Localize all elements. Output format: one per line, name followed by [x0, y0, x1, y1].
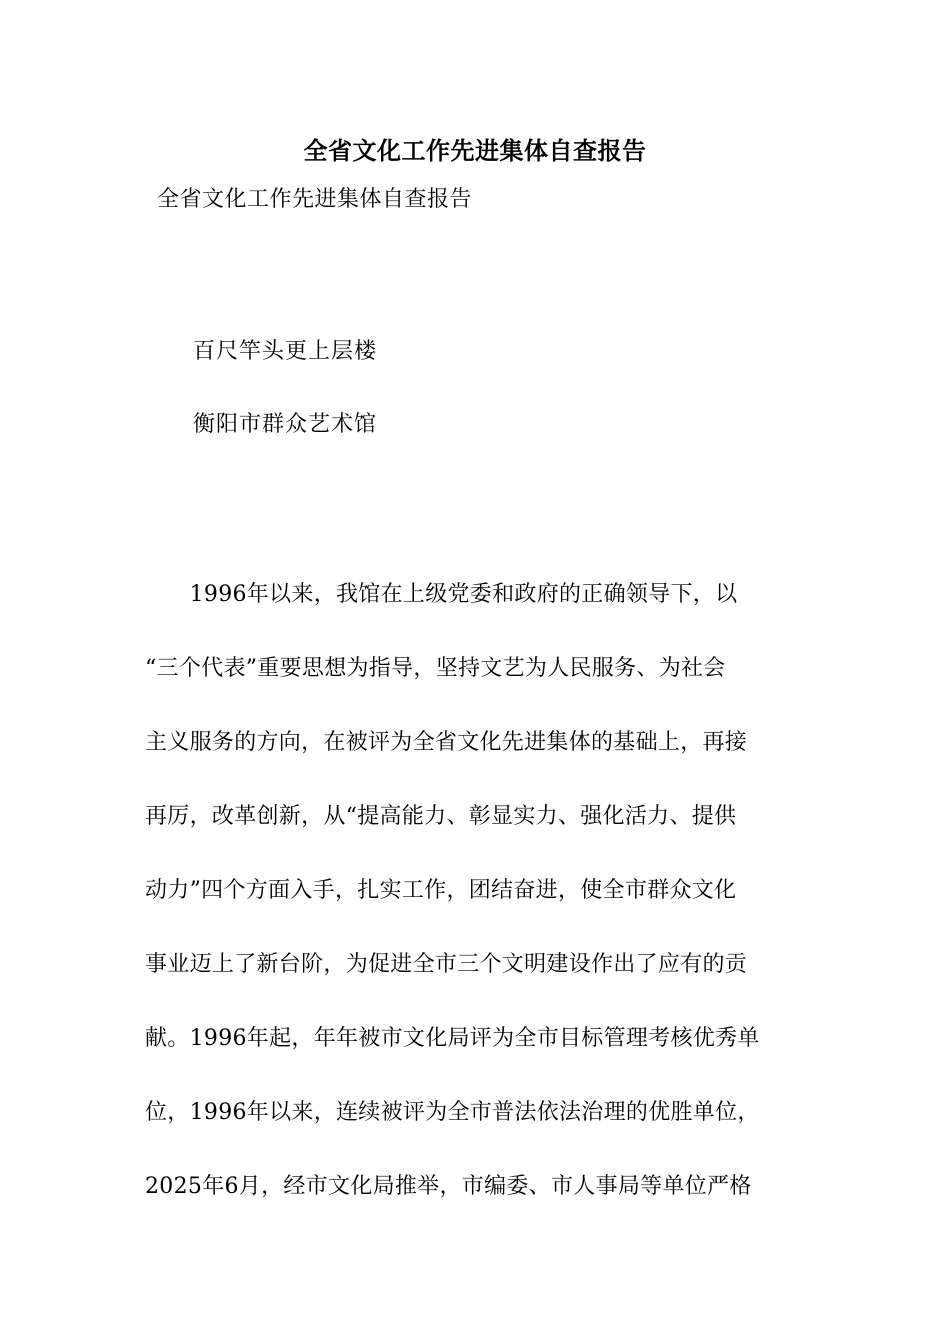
organization-name: 衡阳市群众艺术馆 — [193, 412, 378, 437]
body-line: 动力”四个方面入手，扎实工作，团结奋进，使全市群众文化 — [145, 878, 737, 903]
body-line: “三个代表”重要思想为指导，坚持文艺为人民服务、为社会 — [145, 656, 726, 681]
body-line: 2025年6月，经市文化局推举，市编委、市人事局等单位严格 — [145, 1174, 752, 1199]
document-subtitle: 全省文化工作先进集体自查报告 — [157, 187, 473, 212]
body-line: 位，1996年以来，连续被评为全市普法依法治理的优胜单位， — [145, 1100, 760, 1125]
body-paragraph — [145, 558, 807, 1224]
document-title: 全省文化工作先进集体自查报告 — [303, 137, 647, 165]
body-line: 事业迈上了新台阶，为促进全市三个文明建设作出了应有的贡 — [145, 952, 748, 977]
body-line: 再厉，改革创新，从“提高能力、彰显实力、强化活力、提供 — [145, 804, 737, 829]
body-line: 1996年以来，我馆在上级党委和政府的正确领导下，以 — [145, 582, 738, 607]
body-line: 主义服务的方向，在被评为全省文化先进集体的基础上，再接 — [145, 730, 748, 755]
body-line: 献。1996年起，年年被市文化局评为全市目标管理考核优秀单 — [145, 1026, 760, 1051]
section-heading: 百尺竿头更上层楼 — [193, 339, 378, 364]
